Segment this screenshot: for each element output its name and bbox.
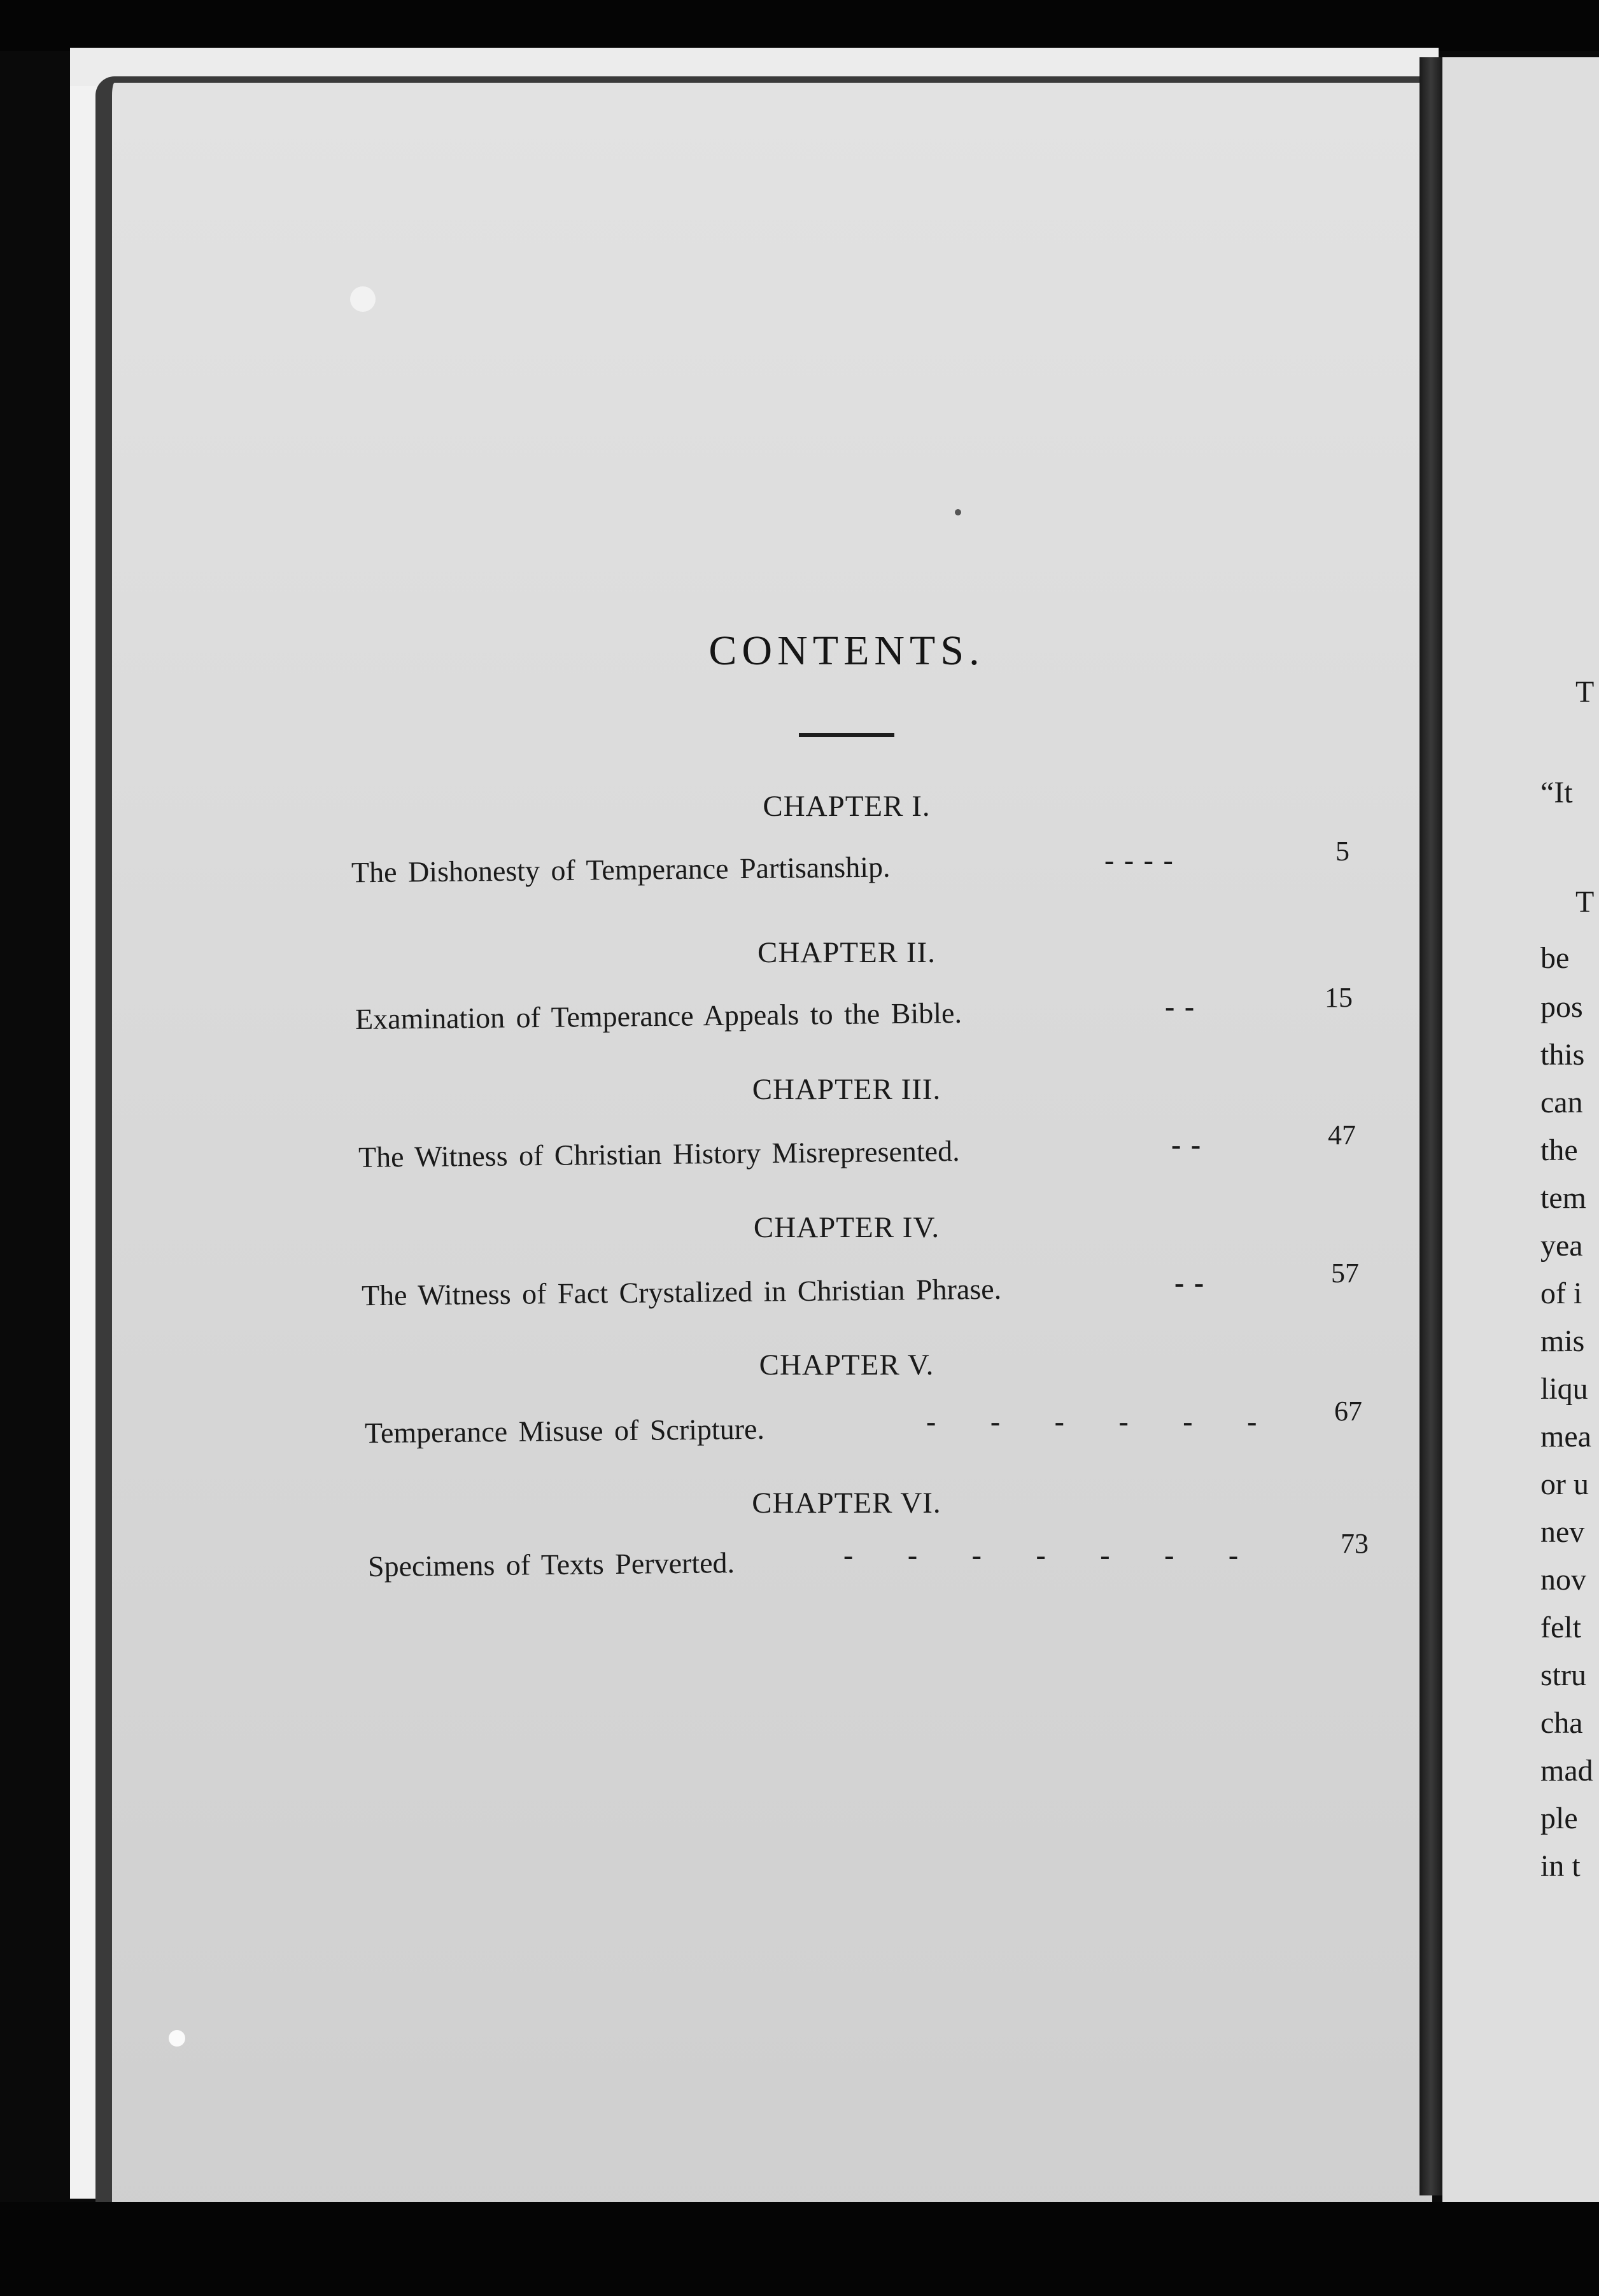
chapter-heading-1: CHAPTER I.: [763, 790, 931, 823]
adjacent-line: of i: [1540, 1277, 1582, 1310]
leader-dots-4: - -: [1174, 1266, 1206, 1299]
adjacent-line: or u: [1540, 1467, 1589, 1501]
chapter-heading-5: CHAPTER V.: [759, 1348, 934, 1382]
scan-speck: [350, 286, 376, 312]
page-number-5: 67: [1334, 1396, 1362, 1427]
chapter-title-6: Specimens of Texts Perverted.: [367, 1546, 735, 1583]
adjacent-line: “It: [1540, 776, 1573, 809]
chapter-title-3: The Witness of Christian History Misrepresented.: [358, 1135, 960, 1173]
adjacent-line: stru: [1540, 1658, 1586, 1692]
adjacent-line: in t: [1540, 1849, 1581, 1883]
adjacent-line: felt: [1540, 1611, 1581, 1644]
adjacent-line: mad: [1540, 1754, 1593, 1788]
scan-speck: [955, 509, 961, 515]
page-number-2: 15: [1325, 982, 1353, 1013]
chapter-heading-4: CHAPTER IV.: [753, 1211, 940, 1244]
adjacent-line: cha: [1540, 1706, 1583, 1740]
chapter-title-4: The Witness of Fact Crystalized in Christian Phrase.: [361, 1272, 1002, 1312]
chapter-title-5: Temperance Misuse of Scripture.: [364, 1412, 765, 1450]
chapter-heading-6: CHAPTER VI.: [752, 1487, 941, 1520]
chapter-title-1: The Dishonesty of Temperance Partisanship.: [351, 850, 891, 889]
adjacent-line: be: [1540, 941, 1570, 975]
adjacent-line: pos: [1540, 990, 1583, 1024]
adjacent-line: the: [1540, 1133, 1578, 1167]
adjacent-line: yea: [1540, 1229, 1583, 1263]
adjacent-line: T: [1575, 675, 1595, 709]
page-number-3: 47: [1328, 1119, 1356, 1151]
adjacent-line: ple: [1540, 1802, 1578, 1835]
chapter-heading-3: CHAPTER III.: [752, 1073, 941, 1106]
page-number-4: 57: [1331, 1257, 1359, 1289]
leader-dots-3: - -: [1171, 1128, 1202, 1161]
adjacent-line: liqu: [1540, 1372, 1588, 1406]
adjacent-line: can: [1540, 1086, 1583, 1119]
adjacent-line: tem: [1540, 1181, 1586, 1215]
adjacent-line: nov: [1540, 1563, 1586, 1597]
adjacent-line: mis: [1540, 1324, 1585, 1358]
chapter-title-2: Examination of Temperance Appeals to the Bible.: [355, 997, 962, 1035]
leader-dots-6: - - - - - - -: [843, 1539, 1240, 1571]
leader-dots-5: - - - - - -: [926, 1405, 1258, 1438]
page-number-6: 73: [1341, 1528, 1369, 1559]
adjacent-line: nev: [1540, 1515, 1585, 1549]
scan-border-top: [0, 0, 1599, 51]
scan-speck: [169, 2030, 185, 2047]
leader-dots-1: - - - -: [1104, 844, 1174, 876]
page-number-1: 5: [1335, 836, 1349, 867]
adjacent-line: T: [1575, 885, 1595, 919]
chapter-heading-2: CHAPTER II.: [757, 936, 936, 969]
title-rule: [799, 733, 894, 737]
contents-title: CONTENTS.: [708, 627, 985, 674]
adjacent-line: mea: [1540, 1420, 1591, 1453]
book-gutter: [1419, 57, 1442, 2195]
adjacent-line: this: [1540, 1038, 1585, 1072]
leader-dots-2: - -: [1165, 990, 1196, 1023]
scan-border-bottom: [0, 2202, 1599, 2296]
